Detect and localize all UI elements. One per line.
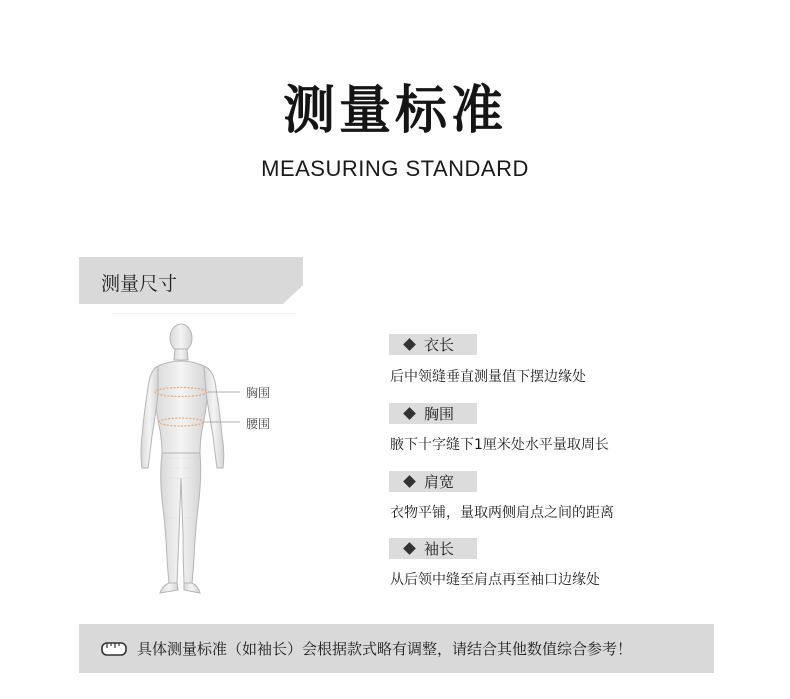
diamond-icon bbox=[403, 338, 416, 351]
diamond-icon bbox=[403, 407, 416, 420]
spec-heading-chest bbox=[389, 403, 477, 424]
spec-name: 胸围 bbox=[424, 405, 455, 423]
chest-label: 胸围 bbox=[246, 386, 271, 400]
diamond-icon bbox=[403, 542, 416, 555]
spec-description: 腋下十字缝下1厘米处水平量取周长 bbox=[390, 437, 609, 453]
spec-description: 衣物平铺，量取两侧肩点之间的距离 bbox=[390, 505, 614, 521]
diamond-icon bbox=[403, 475, 416, 488]
spec-heading-shoulder bbox=[389, 471, 477, 492]
notice-text: 具体测量标准（如袖长）会根据款式略有调整，请结合其他数值综合参考！ bbox=[137, 640, 633, 658]
section-divider bbox=[112, 313, 296, 314]
spec-name: 袖长 bbox=[424, 540, 455, 558]
spec-description: 从后领中缝至肩点再至袖口边缘处 bbox=[390, 572, 600, 588]
page-title: 测量标准 bbox=[282, 81, 507, 141]
spec-description: 后中领缝垂直测量值下摆边缘处 bbox=[390, 369, 586, 385]
spec-heading-sleeve bbox=[389, 538, 477, 559]
tape-measure-icon bbox=[101, 640, 127, 658]
waist-label: 腰围 bbox=[246, 417, 271, 431]
spec-name: 衣长 bbox=[424, 336, 455, 354]
body-figure-illustration bbox=[128, 318, 278, 603]
spec-name: 肩宽 bbox=[424, 473, 455, 491]
page-subtitle: MEASURING STANDARD bbox=[261, 156, 529, 181]
spec-heading-length bbox=[389, 334, 477, 355]
section-tab-label: 测量尺寸 bbox=[101, 273, 178, 295]
notice-banner bbox=[79, 624, 714, 673]
